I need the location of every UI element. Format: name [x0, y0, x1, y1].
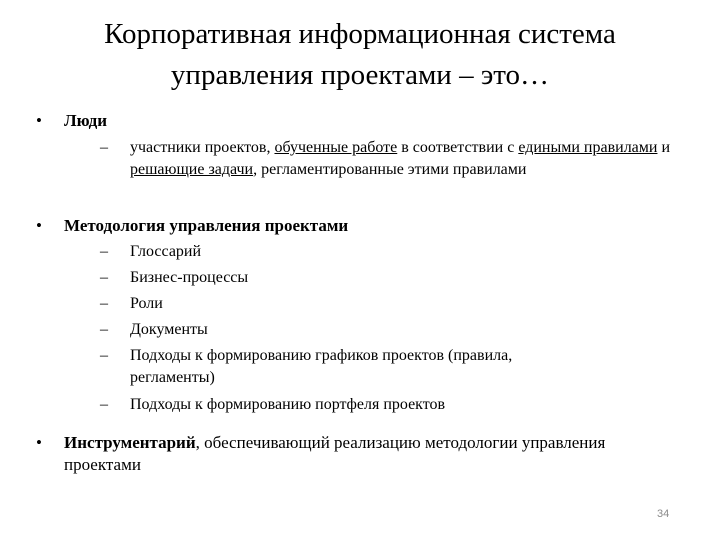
item-heading-methodology [64, 215, 684, 237]
methodology-subitem: Роли [130, 295, 163, 312]
item-heading-text: Люди [64, 111, 108, 130]
bullet-icon: • [36, 111, 42, 130]
page-number: 34 [657, 508, 670, 520]
dash-icon: – [100, 269, 108, 286]
dash-icon: – [100, 243, 108, 260]
dash-icon: – [100, 347, 108, 364]
item-heading-people [64, 110, 684, 132]
dash-icon: – [100, 396, 108, 413]
bullet-icon: • [36, 433, 42, 452]
item-heading-text: Методология управления проектами [64, 216, 349, 235]
methodology-subitem: Глоссарий [130, 243, 202, 260]
bullet-icon: • [36, 216, 42, 235]
underlined-term: решающие задачи [130, 161, 254, 178]
dash-icon: – [100, 295, 108, 312]
methodology-subitem: Бизнес-процессы [130, 269, 249, 286]
dash-icon: – [100, 321, 108, 338]
item-tools: Инструментарий, обеспечивающий реализацию методологии управления проектами [64, 433, 606, 474]
methodology-subitem: Подходы к формированию портфеля проектов [130, 396, 446, 413]
people-description: участники проектов, обученные работе в соответствии с едиными правилами и решающие задачи, регламентированные этими правилами [130, 139, 671, 178]
dash-icon: – [100, 139, 108, 156]
methodology-subitem: Документы [130, 321, 208, 338]
slide-title-line-2: управления проектами – это… [170, 59, 550, 91]
slide-title [0, 14, 720, 96]
methodology-subitem: Подходы к формированию графиков проектов (правила, регламенты) [130, 347, 513, 386]
underlined-term: обученные работе [274, 139, 398, 156]
slide-title-line-1: Корпоративная информационная система [104, 18, 616, 50]
item-heading-text: Инструментарий [64, 433, 196, 452]
underlined-term: едиными правилами [518, 139, 658, 156]
